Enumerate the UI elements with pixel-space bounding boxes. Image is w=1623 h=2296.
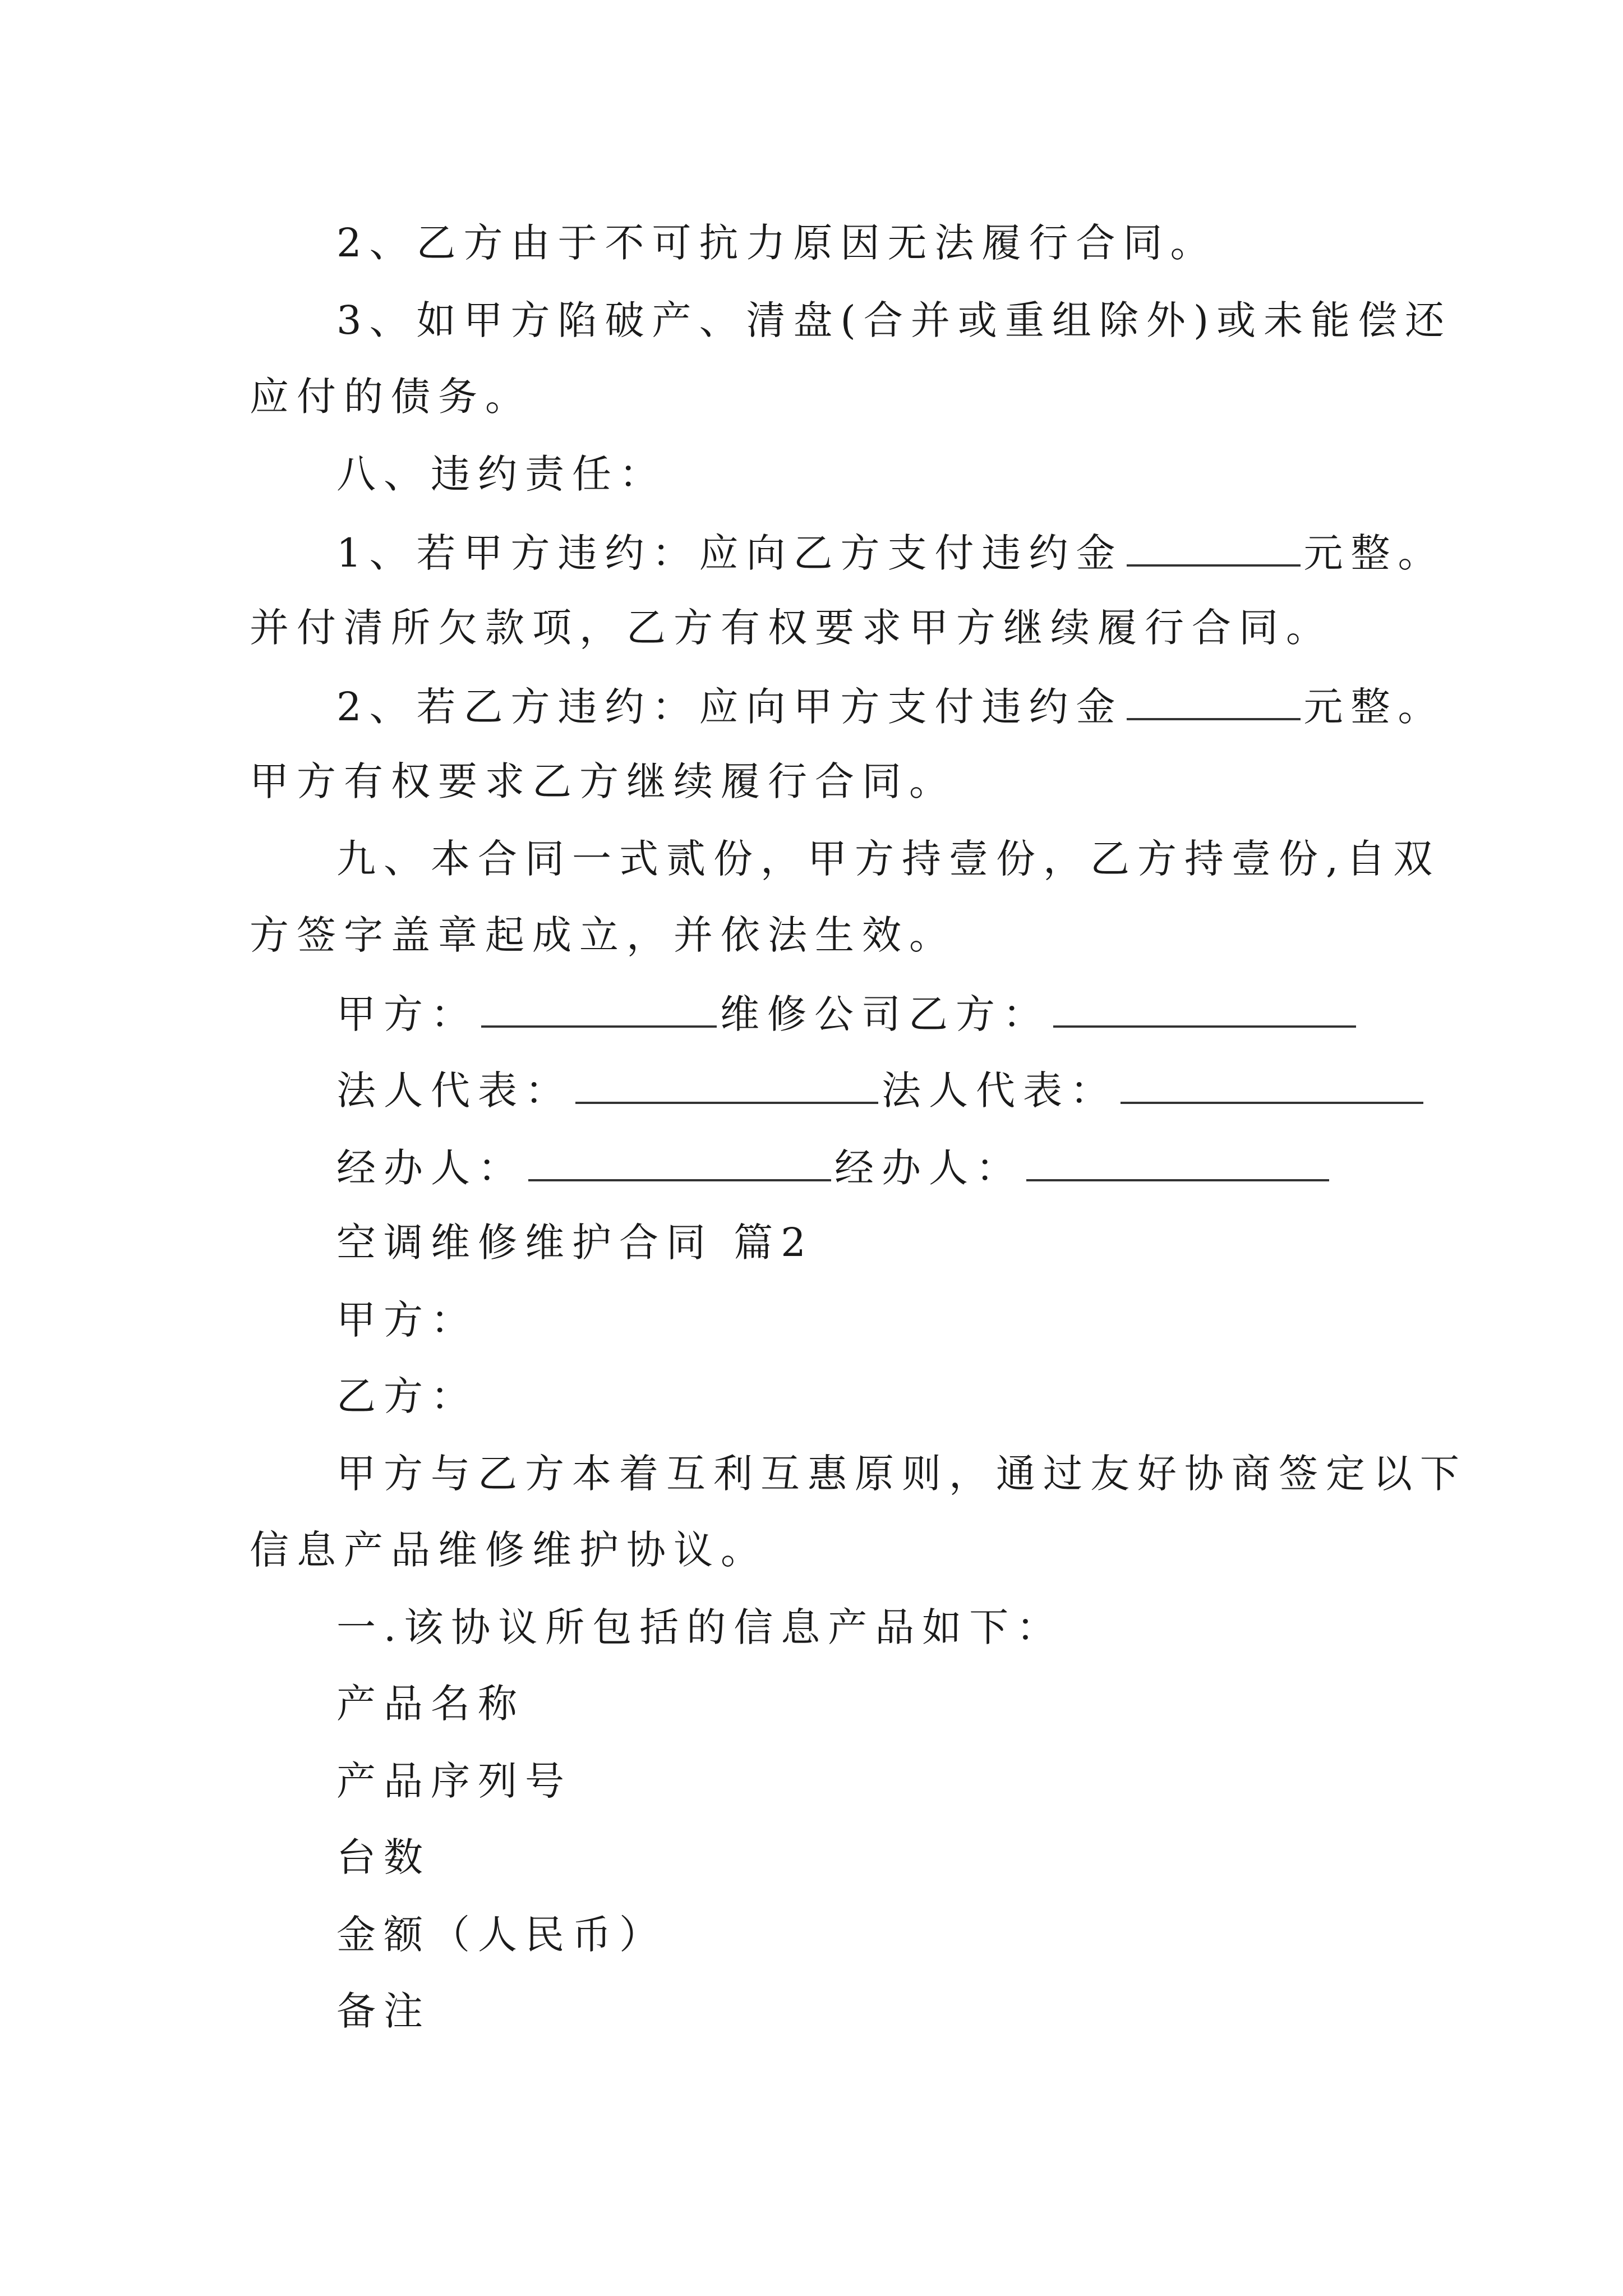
- penalty-amount-blank-b: [1127, 685, 1301, 720]
- party-b-label: 维修公司乙方：: [720, 991, 1050, 1037]
- legal-rep-b-blank: [1121, 1069, 1423, 1104]
- field-amount: 金额（人民币）: [336, 1912, 666, 1958]
- clause-8-1-text: 1、若甲方违约：应向乙方支付违约金: [336, 530, 1123, 576]
- party-a-blank: [481, 993, 717, 1028]
- handler-a-label: 经办人：: [336, 1145, 525, 1191]
- clause-7-2: 2、乙方由于不可抗力原因无法履行合同。: [336, 220, 1218, 266]
- clause-8-2-text: 2、若乙方违约：应向甲方支付违约金: [336, 684, 1123, 730]
- penalty-amount-blank-a: [1127, 532, 1301, 567]
- part2-party-b: 乙方：: [336, 1373, 478, 1419]
- part2-heading: 空调维修维护合同 篇2: [336, 1220, 814, 1266]
- section-8-heading: 八、违约责任：: [336, 451, 666, 497]
- clause-8-2-line2: 甲方有权要求乙方继续履行合同。: [250, 758, 956, 804]
- clause-8-1-line1: [336, 530, 1445, 576]
- legal-rep-a-blank: [575, 1069, 878, 1104]
- field-serial-number: 产品序列号: [336, 1758, 572, 1804]
- signature-handler-row: [336, 1145, 1332, 1191]
- clause-8-2-unit: 元整。: [1303, 684, 1445, 730]
- clause-7-3-line2: 应付的债务。: [250, 374, 532, 420]
- part2-party-a: 甲方：: [336, 1297, 478, 1343]
- section-9-line1: 九、本合同一式贰份，甲方持壹份，乙方持壹份,自双: [336, 836, 1441, 882]
- clause-8-1-line2: 并付清所欠款项，乙方有权要求甲方继续履行合同。: [250, 605, 1333, 651]
- handler-a-blank: [528, 1147, 831, 1181]
- clause-7-3-line1: 3、如甲方陷破产、清盘(合并或重组除外)或未能偿还: [336, 297, 1453, 343]
- part2-intro-line1: 甲方与乙方本着互利互惠原则，通过友好协商签定以下: [336, 1451, 1467, 1497]
- signature-legal-rep-row: [336, 1068, 1427, 1114]
- clause-8-1-unit: 元整。: [1303, 530, 1445, 576]
- handler-b-label: 经办人：: [834, 1145, 1023, 1191]
- signature-parties-row: [336, 991, 1359, 1037]
- legal-rep-a-label: 法人代表：: [336, 1068, 572, 1114]
- section-9-line2: 方签字盖章起成立，并依法生效。: [250, 912, 956, 958]
- party-a-label: 甲方：: [336, 991, 478, 1037]
- field-remarks: 备注: [336, 1988, 431, 2034]
- part2-section-1: 一.该协议所包括的信息产品如下：: [336, 1604, 1064, 1650]
- field-product-name: 产品名称: [336, 1681, 525, 1727]
- part2-intro-line2: 信息产品维修维护协议。: [250, 1527, 768, 1573]
- clause-8-2-line1: [336, 684, 1445, 730]
- field-quantity: 台数: [336, 1834, 431, 1880]
- legal-rep-b-label: 法人代表：: [882, 1068, 1117, 1114]
- party-b-blank: [1053, 993, 1356, 1028]
- handler-b-blank: [1026, 1147, 1329, 1181]
